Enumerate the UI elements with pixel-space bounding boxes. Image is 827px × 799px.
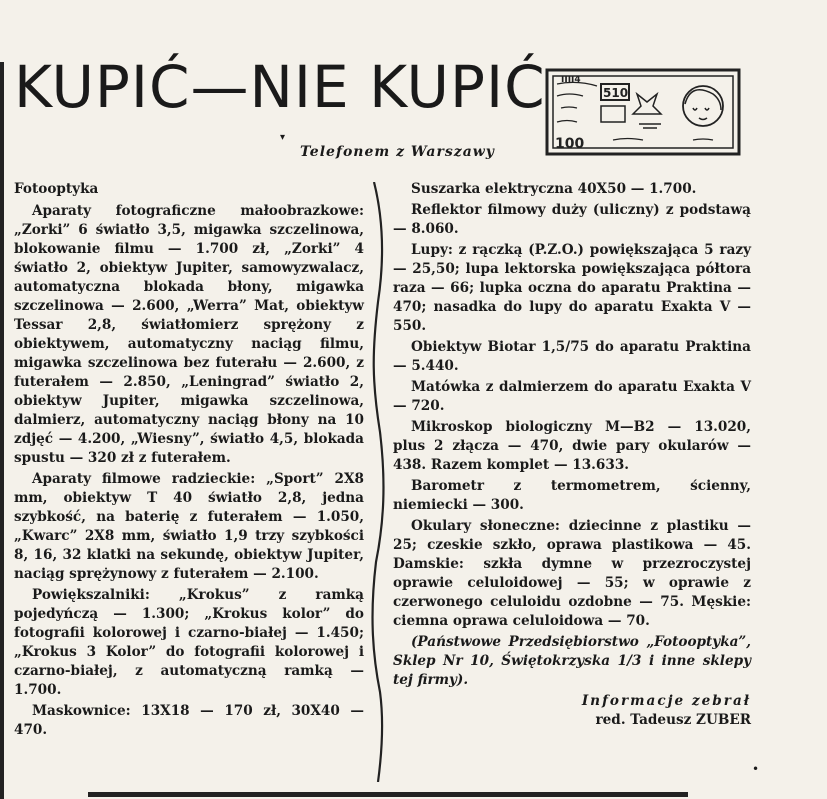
byline bbox=[393, 692, 751, 730]
paragraph-magnifiers: Lupy: z rączką (P.Z.O.) powiększająca 5 razy — 25,50; lupa lektorska powiększająca półtora raza — 66; lupka oczna do aparatu Praktina — 470; nasadka do lupy do aparatu Exakta V — 550. bbox=[393, 242, 751, 334]
left-column-rule bbox=[0, 62, 4, 799]
paragraph-sunglasses: Okulary słoneczne: dziecinne z plastiku — 25; czeskie szkło, oprawa plastikowa — 45. Damskie: szkła dymne w przezroczystej oprawie celuloidowej — 55; w oprawie z czerwonego celuloidu ozdobne — 75. Męskie: ciemna oprawa celuloidowa — 70. bbox=[393, 518, 751, 629]
end-bullet: • bbox=[752, 762, 760, 776]
page-title: KUPIĆ—NIE KUPIĆ bbox=[14, 53, 546, 121]
bottom-rule bbox=[88, 792, 688, 797]
byline-author: Tadeusz ZUBER bbox=[630, 712, 751, 728]
paragraph-lens: Obiektyw Biotar 1,5/75 do aparatu Praktina — 5.440. bbox=[393, 339, 751, 374]
paragraph-barometer: Barometr z termometrem, ścienny, niemiecki — 300. bbox=[393, 478, 751, 513]
banknote-serial: IIII4 bbox=[561, 75, 581, 85]
banknote-bottom-value: 100 bbox=[555, 136, 585, 152]
decorative-dot: ▾ bbox=[280, 132, 286, 143]
paragraph-reflector: Reflektor filmowy duży (uliczny) z podstawą — 8.060. bbox=[393, 202, 751, 237]
paragraph-enlargers: Powiększalniki: „Krokus” z ramką pojedyńczą — 1.300; „Krokus kolor” do fotografii kolorowej i czarno-białej — 1.450; „Krokus 3 Kolor” do fotografii kolorowej i czarno-białej, z automatyczną ramką — 1.700. bbox=[14, 587, 364, 698]
article-subtitle: Telefonem z Warszawy bbox=[300, 144, 495, 160]
byline-prefix: red. bbox=[595, 712, 626, 728]
paragraph-cameras: Aparaty fotograficzne małoobrazkowe: „Zorki” 6 światło 3,5, migawka szczelinowa, blokowanie filmu — 1.700 zł, „Zorki” 4 światło 2, obiektyw Jupiter, samowyzwalacz, automatyczna blokada błony, migawka szczelinowa — 2.600, „Werra” Mat, obiektyw Tessar 2,8, światłomierz sprężony z obiektywem, automatyczny naciąg filmu, migawka szczelinowa bez futerału — 2.600, z futerałem — 2.850, „Leningrad” światło 2, obiektyw Jupiter, migawka szczelinowa, dalmierz, automatyczny naciąg błony na 10 zdjęć — 4.200, „Wiesny”, światło 4,5, blokada spustu — 320 zł z futerałem. bbox=[14, 203, 364, 466]
section-heading: Fotooptyka bbox=[14, 181, 99, 197]
paragraph-film-cameras: Aparaty filmowe radzieckie: „Sport” 2X8 mm, obiektyw T 40 światło 2,8, jedna szybkość, na baterię z futerałem — 1.050, „Kwarc” 2X8 mm, światło 1,9 trzy szybkości 8, 16, 32 klatki na sekundę, obiektyw Jupiter, naciąg sprężynowy z futerałem — 2.100. bbox=[14, 471, 364, 582]
right-column bbox=[393, 180, 751, 732]
left-column bbox=[14, 180, 364, 742]
banknote-illustration bbox=[543, 64, 743, 160]
column-divider bbox=[370, 182, 388, 782]
paragraph-masks: Maskownice: 13X18 — 170 zł, 30X40 — 470. bbox=[14, 703, 364, 738]
source-note: (Państwowe Przedsiębiorstwo „Fotooptyka”, Sklep Nr 10, Świętokrzyska 1/3 i inne sklepy tej firmy). bbox=[393, 634, 751, 688]
byline-intro: Informacje zebrał bbox=[581, 693, 751, 709]
paragraph-dryer: Suszarka elektryczna 40X50 — 1.700. bbox=[411, 181, 697, 197]
paragraph-microscope: Mikroskop biologiczny M—B2 — 13.020, plus 2 złącza — 470, dwie pary okularów — 438. Razem komplet — 13.633. bbox=[393, 419, 751, 473]
paragraph-focusing-screen: Matówka z dalmierzem do aparatu Exakta V — 720. bbox=[393, 379, 751, 414]
banknote-top-value: 510 bbox=[603, 86, 629, 100]
